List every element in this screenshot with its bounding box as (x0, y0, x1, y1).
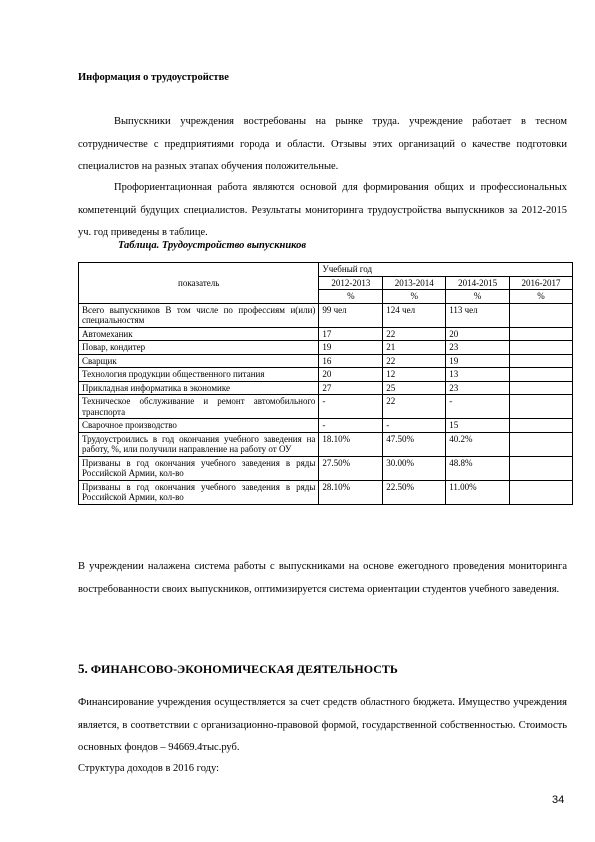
row-label: Технология продукции общественного питания (79, 368, 319, 382)
table-row (79, 480, 573, 504)
row-value: 20 (446, 327, 510, 341)
row-value: 20 (319, 368, 383, 382)
row-value (510, 432, 573, 456)
row-value: 99 чел (319, 303, 383, 327)
row-value (510, 303, 573, 327)
table-row (79, 395, 573, 419)
row-label: Всего выпускников В том числе по профессиям и(или) специальностям (79, 303, 319, 327)
row-value: 113 чел (446, 303, 510, 327)
row-value: 13 (446, 368, 510, 382)
row-value: 23 (446, 341, 510, 355)
row-value (510, 381, 573, 395)
row-label: Повар, кондитер (79, 341, 319, 355)
indicator-header: показатель (79, 263, 319, 304)
row-value (510, 368, 573, 382)
page-number: 34 (552, 794, 565, 806)
row-value (510, 341, 573, 355)
row-label: Техническое обслуживание и ремонт автомобильного транспорта (79, 395, 319, 419)
row-value (510, 395, 573, 419)
row-value: 23 (446, 381, 510, 395)
paragraph-career-guidance-rest: профессиональных компетенций будущих специалистов. Результаты мониторинга трудоустройства выпускников за 2012-2015 уч. год приведены в таблице. (78, 182, 567, 238)
row-value: 48.8% (446, 456, 510, 480)
row-value: - (319, 395, 383, 419)
row-value (510, 480, 573, 504)
row-value: 27.50% (319, 456, 383, 480)
row-label: Трудоустроились в год окончания учебного заведения на работу, %, или получили направление на работу от ОУ (79, 432, 319, 456)
paragraph-career-guidance-line1: Профориентационная работа являются основой для формирования общих и (114, 182, 476, 193)
row-value: - (383, 419, 446, 433)
percent-header: % (383, 290, 446, 304)
percent-header: % (319, 290, 383, 304)
row-value: 22 (383, 354, 446, 368)
row-value: 25 (383, 381, 446, 395)
table-row (79, 354, 573, 368)
row-value: 22.50% (383, 480, 446, 504)
row-value: 40.2% (446, 432, 510, 456)
section-heading-employment: Информация о трудоустройстве (78, 72, 229, 83)
study-year-header: Учебный год (319, 263, 573, 277)
row-value: 11.00% (446, 480, 510, 504)
percent-header: % (510, 290, 573, 304)
row-value (510, 354, 573, 368)
table-row (79, 432, 573, 456)
paragraph-graduates-line1: Выпускники учреждения востребованы на рынке труда. учреждение работает в тесном (114, 116, 567, 127)
section-title-text: ФИНАНСОВО-ЭКОНОМИЧЕСКАЯ ДЕЯТЕЛЬНОСТЬ (90, 662, 398, 676)
row-label: Призваны в год окончания учебного заведения в ряды Российской Армии, кол-во (79, 480, 319, 504)
row-value: 17 (319, 327, 383, 341)
table-row (79, 419, 573, 433)
row-value: 16 (319, 354, 383, 368)
row-value: 28.10% (319, 480, 383, 504)
row-label: Сварщик (79, 354, 319, 368)
row-value: 18.10% (319, 432, 383, 456)
year-header: 2014-2015 (446, 276, 510, 290)
table-row (79, 368, 573, 382)
row-label: Сварочное производство (79, 419, 319, 433)
year-header: 2013-2014 (383, 276, 446, 290)
employment-table (78, 262, 573, 505)
row-value (510, 419, 573, 433)
paragraph-graduates (78, 111, 567, 179)
paragraph-monitoring: В учреждении налажена система работы с выпускниками на основе ежегодного проведения мониторинга востребованности своих выпускников, оптимизируется система ориентации студентов учебного заведения. (78, 561, 567, 595)
row-value: - (319, 419, 383, 433)
table-header-row-1 (79, 263, 573, 277)
row-value: 19 (319, 341, 383, 355)
row-label: Призваны в год окончания учебного заведения в ряды Российской Армии, кол-во (79, 456, 319, 480)
table-row (79, 303, 573, 327)
row-label: Автомеханик (79, 327, 319, 341)
year-header: 2012-2013 (319, 276, 383, 290)
paragraph-graduates-rest: сотрудничестве с предприятиями города и области. Отзывы этих организаций о качестве подготовки специалистов на разных этапах обучения положительные. (78, 138, 567, 172)
row-value: 30.00% (383, 456, 446, 480)
table-row (79, 341, 573, 355)
row-value: 19 (446, 354, 510, 368)
row-value (510, 456, 573, 480)
paragraph-income-structure: Структура доходов в 2016 году: (78, 763, 220, 774)
section-title-finance (78, 661, 398, 677)
table-row (79, 327, 573, 341)
row-value: 21 (383, 341, 446, 355)
row-label: Прикладная информатика в экономике (79, 381, 319, 395)
row-value: 12 (383, 368, 446, 382)
row-value: 124 чел (383, 303, 446, 327)
row-value: 22 (383, 395, 446, 419)
row-value: 15 (446, 419, 510, 433)
section-number: 5. (78, 661, 88, 676)
table-row (79, 456, 573, 480)
row-value: - (446, 395, 510, 419)
percent-header: % (446, 290, 510, 304)
row-value: 27 (319, 381, 383, 395)
paragraph-financing: Финансирование учреждения осуществляется за счет средств областного бюджета. Имущество учреждения является, в соответствии с организационно-правовой формой, государственной собственностью. Стоимость основных фондов – 94669.4тыс.руб. (78, 697, 567, 753)
table-row (79, 381, 573, 395)
row-value: 22 (383, 327, 446, 341)
row-value: 47.50% (383, 432, 446, 456)
paragraph-career-guidance (78, 177, 567, 245)
row-value (510, 327, 573, 341)
year-header: 2016-2017 (510, 276, 573, 290)
table-caption: Таблица. Трудоустройство выпускников (118, 240, 307, 251)
